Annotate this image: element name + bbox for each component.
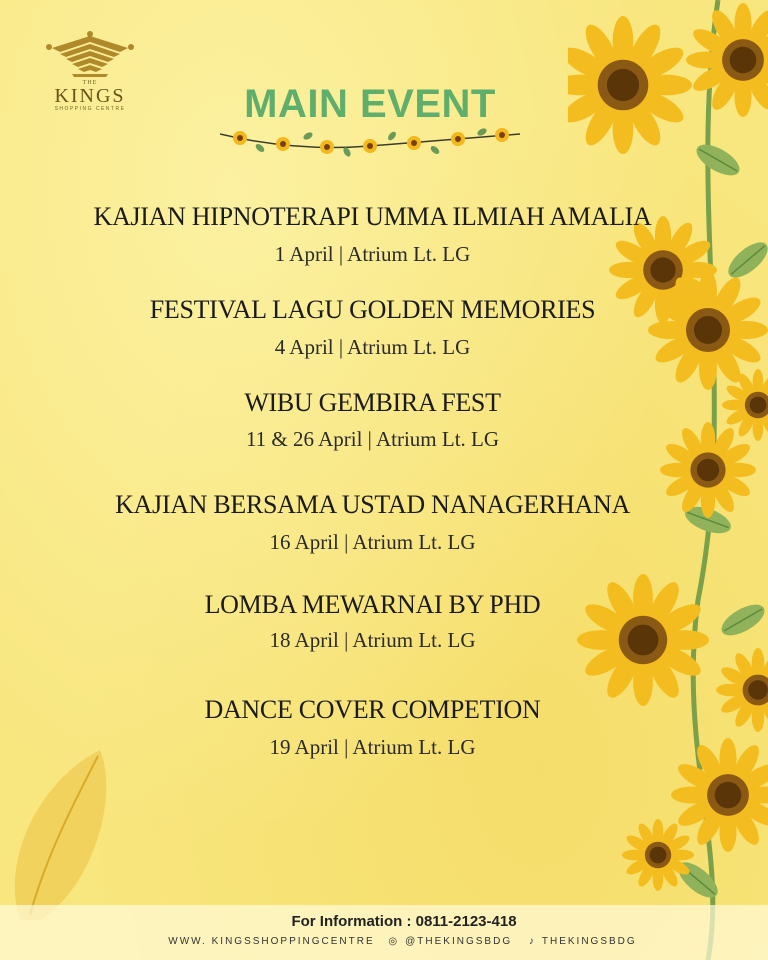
sunflower-icon	[686, 3, 768, 117]
instagram-handle: @THEKINGSBDG	[405, 936, 513, 947]
logo-the: THE	[82, 80, 98, 86]
event-date: 11 & 26 April | Atrium Lt. LG	[245, 427, 500, 451]
footer	[0, 905, 768, 960]
instagram-link[interactable]	[385, 936, 515, 947]
event-date: 18 April | Atrium Lt. LG	[269, 628, 476, 652]
logo-name: KINGS	[54, 85, 126, 107]
contact-info: For Information : 0811-2123-418	[291, 913, 517, 930]
sunflower-garland-icon	[220, 122, 520, 162]
event-title: KAJIAN HIPNOTERAPI UMMA ILMIAH AMALIA	[93, 202, 652, 231]
event-title: FESTIVAL LAGU GOLDEN MEMORIES	[149, 295, 596, 324]
event-title: DANCE COVER COMPETION	[204, 695, 541, 724]
event-title: WIBU GEMBIRA FEST	[244, 388, 501, 417]
event-date: 16 April | Atrium Lt. LG	[269, 530, 476, 554]
tiktok-icon: ♪	[528, 936, 536, 947]
event-date: 4 April | Atrium Lt. LG	[274, 335, 471, 359]
event-date: 1 April | Atrium Lt. LG	[274, 242, 471, 266]
page-title: MAIN EVENT	[244, 82, 496, 126]
tiktok-handle: THEKINGSBDG	[541, 936, 637, 947]
event-title: KAJIAN BERSAMA USTAD NANAGERHANA	[115, 490, 630, 519]
website-link[interactable]: WWW. KINGSSHOPPINGCENTRE	[168, 936, 375, 947]
event-title: LOMBA MEWARNAI BY PHD	[204, 590, 541, 619]
crown-logo-icon	[44, 30, 136, 78]
social-links	[0, 936, 768, 947]
instagram-icon: ◎	[388, 936, 400, 947]
leaf-icon	[0, 740, 130, 920]
sunflower-icon	[568, 16, 692, 154]
logo-subtitle: SHOPPING CENTRE	[54, 106, 126, 112]
event-date: 19 April | Atrium Lt. LG	[269, 735, 476, 759]
tiktok-link[interactable]	[526, 936, 640, 947]
sunflower-border	[568, 0, 768, 960]
